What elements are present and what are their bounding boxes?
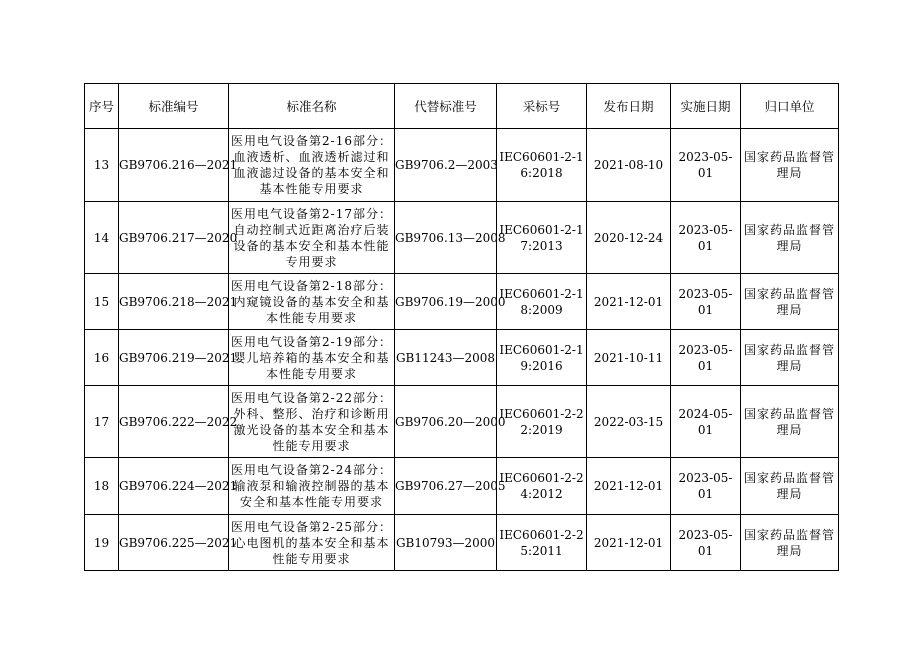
cell-authority: 国家药品监督管理局 — [741, 330, 839, 386]
table-row — [85, 129, 839, 202]
cell-code: GB9706.225—2021 — [119, 515, 229, 571]
header-adopted: 采标号 — [497, 84, 587, 129]
cell-authority: 国家药品监督管理局 — [741, 129, 839, 202]
cell-adopted: IEC60601-2-25:2011 — [497, 515, 587, 571]
table-row — [85, 330, 839, 386]
cell-seq: 17 — [85, 386, 119, 458]
cell-replaced: GB9706.27—2005 — [395, 458, 497, 515]
cell-seq: 19 — [85, 515, 119, 571]
header-seq: 序号 — [85, 84, 119, 129]
cell-code: GB9706.222—2022 — [119, 386, 229, 458]
cell-effective: 2023-05-01 — [671, 515, 741, 571]
cell-adopted: IEC60601-2-22:2019 — [497, 386, 587, 458]
header-code: 标准编号 — [119, 84, 229, 129]
cell-effective: 2023-05-01 — [671, 458, 741, 515]
cell-name: 医用电气设备第2-18部分：内窥镜设备的基本安全和基本性能专用要求 — [229, 274, 395, 330]
header-published: 发布日期 — [587, 84, 671, 129]
cell-name: 医用电气设备第2-16部分：血液透析、血液透析滤过和血液滤过设备的基本安全和基本性能专用要求 — [229, 129, 395, 202]
cell-published: 2020-12-24 — [587, 202, 671, 274]
table-row — [85, 386, 839, 458]
cell-seq: 14 — [85, 202, 119, 274]
cell-effective: 2024-05-01 — [671, 386, 741, 458]
table-row — [85, 202, 839, 274]
cell-seq: 18 — [85, 458, 119, 515]
cell-name: 医用电气设备第2-17部分：自动控制式近距离治疗后装设备的基本安全和基本性能专用要求 — [229, 202, 395, 274]
cell-name: 医用电气设备第2-19部分：婴儿培养箱的基本安全和基本性能专用要求 — [229, 330, 395, 386]
cell-code: GB9706.224—2021 — [119, 458, 229, 515]
table-row — [85, 515, 839, 571]
cell-published: 2022-03-15 — [587, 386, 671, 458]
cell-replaced: GB9706.13—2008 — [395, 202, 497, 274]
cell-code: GB9706.216—2021 — [119, 129, 229, 202]
cell-name: 医用电气设备第2-25部分：心电图机的基本安全和基本性能专用要求 — [229, 515, 395, 571]
cell-adopted: IEC60601-2-24:2012 — [497, 458, 587, 515]
cell-adopted: IEC60601-2-17:2013 — [497, 202, 587, 274]
cell-seq: 13 — [85, 129, 119, 202]
cell-replaced: GB9706.19—2000 — [395, 274, 497, 330]
cell-effective: 2023-05-01 — [671, 274, 741, 330]
cell-published: 2021-12-01 — [587, 515, 671, 571]
table-row — [85, 458, 839, 515]
cell-replaced: GB10793—2000 — [395, 515, 497, 571]
cell-effective: 2023-05-01 — [671, 129, 741, 202]
cell-replaced: GB9706.20—2000 — [395, 386, 497, 458]
cell-adopted: IEC60601-2-16:2018 — [497, 129, 587, 202]
cell-effective: 2023-05-01 — [671, 202, 741, 274]
cell-published: 2021-08-10 — [587, 129, 671, 202]
header-row — [85, 84, 839, 129]
cell-published: 2021-12-01 — [587, 458, 671, 515]
header-replaced: 代替标准号 — [395, 84, 497, 129]
standards-table — [84, 83, 839, 571]
cell-replaced: GB11243—2008 — [395, 330, 497, 386]
table-row — [85, 274, 839, 330]
cell-published: 2021-12-01 — [587, 274, 671, 330]
cell-adopted: IEC60601-2-18:2009 — [497, 274, 587, 330]
cell-adopted: IEC60601-2-19:2016 — [497, 330, 587, 386]
cell-name: 医用电气设备第2-24部分：输液泵和输液控制器的基本安全和基本性能专用要求 — [229, 458, 395, 515]
cell-replaced: GB9706.2—2003 — [395, 129, 497, 202]
cell-seq: 16 — [85, 330, 119, 386]
cell-effective: 2023-05-01 — [671, 330, 741, 386]
cell-authority: 国家药品监督管理局 — [741, 515, 839, 571]
header-authority: 归口单位 — [741, 84, 839, 129]
cell-authority: 国家药品监督管理局 — [741, 386, 839, 458]
cell-code: GB9706.217—2020 — [119, 202, 229, 274]
header-effective: 实施日期 — [671, 84, 741, 129]
cell-authority: 国家药品监督管理局 — [741, 274, 839, 330]
cell-published: 2021-10-11 — [587, 330, 671, 386]
cell-seq: 15 — [85, 274, 119, 330]
cell-authority: 国家药品监督管理局 — [741, 458, 839, 515]
header-name: 标准名称 — [229, 84, 395, 129]
cell-code: GB9706.219—2021 — [119, 330, 229, 386]
cell-name: 医用电气设备第2-22部分：外科、整形、治疗和诊断用激光设备的基本安全和基本性能专用要求 — [229, 386, 395, 458]
cell-authority: 国家药品监督管理局 — [741, 202, 839, 274]
cell-code: GB9706.218—2021 — [119, 274, 229, 330]
